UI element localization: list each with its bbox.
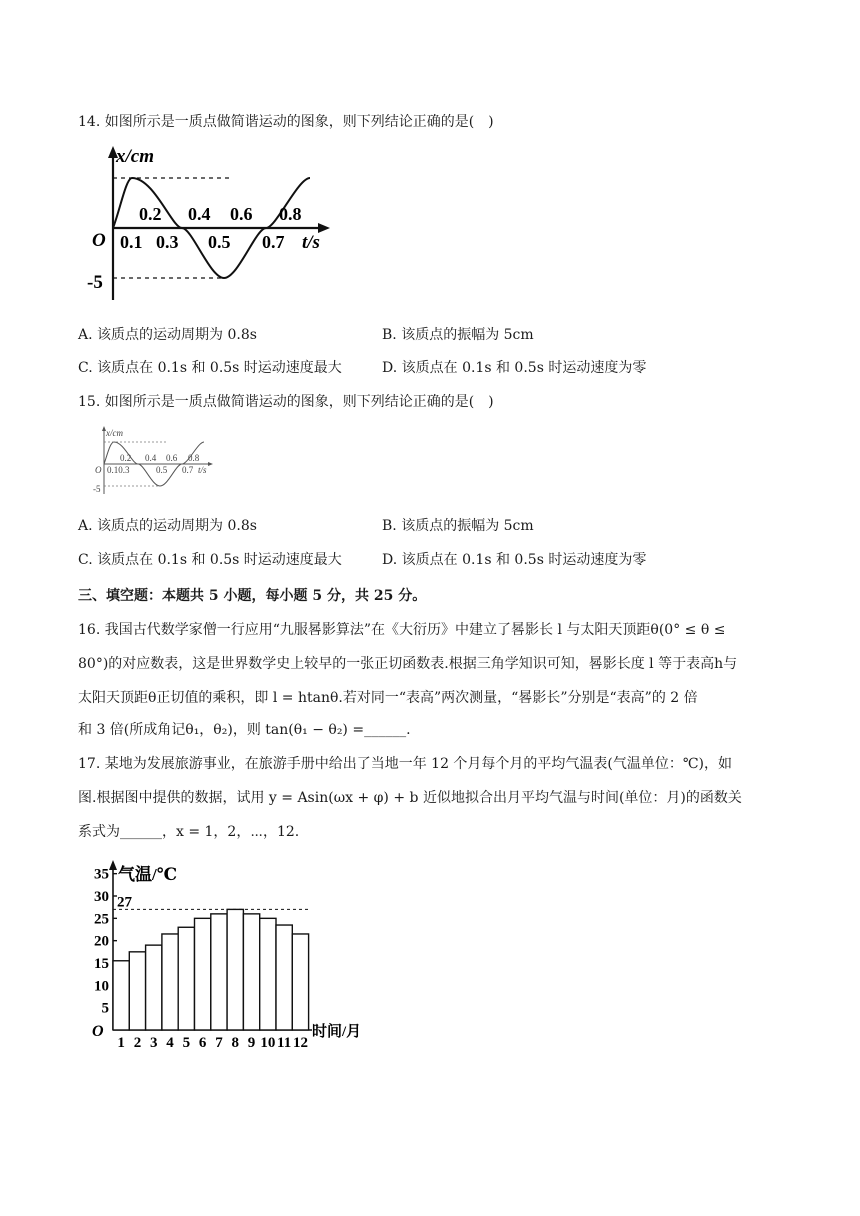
q14-option-b: B. 该质点的振幅为 5cm bbox=[382, 327, 534, 343]
q15-option-b: B. 该质点的振幅为 5cm bbox=[382, 518, 534, 534]
chart-bar bbox=[113, 961, 129, 1030]
chart-category-label: 1 bbox=[117, 1035, 125, 1051]
chart-category-label: 5 bbox=[182, 1035, 191, 1051]
q17-line-1: 17. 某地为发展旅游事业，在旅游手册中给出了当地一年 12 个月每个月的平均气温表(气温单位：℃)，如 bbox=[78, 756, 733, 772]
chart-ytick-label: 5 bbox=[101, 1000, 109, 1017]
q15-tick-0.7: 0.7 bbox=[182, 465, 194, 475]
q14-xlabel: t/s bbox=[302, 232, 320, 253]
q14-amplitude-label: -5 bbox=[87, 272, 103, 293]
chart-ytick-label: 35 bbox=[94, 866, 109, 883]
q14-tick-0.8: 0.8 bbox=[279, 204, 302, 224]
q14-ylabel: x/cm bbox=[116, 146, 154, 167]
chart-bar bbox=[178, 927, 194, 1030]
q14-figure bbox=[84, 140, 334, 305]
q14-tick-0.1: 0.1 bbox=[120, 232, 143, 252]
q15-amplitude-label: -5 bbox=[93, 484, 101, 494]
chart-origin: O bbox=[92, 1023, 104, 1040]
chart-category-label: 7 bbox=[215, 1035, 223, 1051]
chart-category-label: 3 bbox=[150, 1035, 158, 1051]
chart-category-label: 10 bbox=[260, 1035, 276, 1051]
chart-bar bbox=[227, 909, 243, 1030]
q14-option-a: A. 该质点的运动周期为 0.8s bbox=[78, 327, 257, 343]
chart-category-label: 4 bbox=[166, 1035, 174, 1051]
q15-figure bbox=[90, 424, 215, 499]
q15-option-a: A. 该质点的运动周期为 0.8s bbox=[78, 518, 257, 534]
q14-tick-0.3: 0.3 bbox=[156, 232, 179, 252]
chart-ylabel: 气温/℃ bbox=[118, 865, 178, 884]
chart-category-label: 6 bbox=[198, 1035, 207, 1051]
chart-bar bbox=[162, 934, 178, 1030]
chart-ytick-label: 15 bbox=[94, 956, 109, 972]
chart-bar bbox=[211, 914, 227, 1030]
q14-tick-0.5: 0.5 bbox=[208, 232, 231, 252]
q15-stem: 15. 如图所示是一质点做简谐运动的图象，则下列结论正确的是( ) bbox=[78, 394, 494, 410]
q17-line-2: 图.根据图中提供的数据，试用 y = Asin(ωx + φ) + b 近似地拟合出月平均气温与时间(单位：月)的函数关 bbox=[78, 790, 742, 806]
q14-stem: 14. 如图所示是一质点做简谐运动的图象，则下列结论正确的是( ) bbox=[78, 114, 494, 130]
chart-max-annotation: 27 bbox=[117, 894, 132, 911]
section-heading: 三、填空题：本题共 5 小题，每小题 5 分，共 25 分。 bbox=[78, 588, 427, 604]
q16-line-3: 太阳天顶距θ正切值的乘积，即 l = htanθ.若对同一“表高”两次测量，“晷影长”分别是“表高”的 2 倍 bbox=[78, 690, 698, 706]
q15-tick-0.2: 0.2 bbox=[120, 453, 132, 463]
chart-category-label: 11 bbox=[277, 1035, 292, 1051]
q14-tick-0.7: 0.7 bbox=[262, 232, 285, 252]
q16-line-1: 16. 我国古代数学家僧一行应用“九服晷影算法”在《大衍历》中建立了晷影长 l 与太阳天顶距θ(0° ≤ θ ≤ bbox=[78, 622, 726, 638]
chart-bar bbox=[243, 914, 259, 1030]
q15-tick-0.6: 0.6 bbox=[166, 453, 178, 463]
chart-ytick-label: 20 bbox=[94, 933, 109, 950]
chart-bar bbox=[195, 918, 211, 1030]
q15-xlabel: t/s bbox=[198, 465, 207, 475]
chart-category-label: 12 bbox=[292, 1035, 308, 1051]
q15-tick-0.8: 0.8 bbox=[188, 453, 200, 463]
chart-ytick-label: 25 bbox=[94, 911, 109, 928]
q15-option-d: D. 该质点在 0.1s 和 0.5s 时运动速度为零 bbox=[382, 552, 647, 568]
q15-tick-0.5: 0.5 bbox=[156, 465, 168, 475]
q14-origin: O bbox=[92, 230, 106, 251]
q14-tick-0.6: 0.6 bbox=[230, 204, 253, 224]
q15-tick-0.1-0.3: 0.10.3 bbox=[107, 465, 130, 475]
q14-tick-0.4: 0.4 bbox=[188, 204, 211, 224]
q14-option-d: D. 该质点在 0.1s 和 0.5s 时运动速度为零 bbox=[382, 360, 647, 376]
chart-category-label: 2 bbox=[133, 1035, 142, 1051]
q15-tick-0.4: 0.4 bbox=[145, 453, 157, 463]
chart-ytick-label: 30 bbox=[94, 889, 109, 905]
chart-xlabel: 时间/月 bbox=[312, 1024, 362, 1040]
temperature-bar-chart bbox=[84, 856, 384, 1051]
chart-category-label: 8 bbox=[231, 1035, 239, 1051]
q15-origin: O bbox=[95, 465, 102, 475]
chart-bar bbox=[292, 934, 308, 1030]
chart-bar bbox=[276, 925, 292, 1030]
q16-line-2: 80°)的对应数表，这是世界数学史上较早的一张正切函数表.根据三角学知识可知，晷影长度 l 等于表高h与 bbox=[78, 656, 738, 672]
q16-line-4: 和 3 倍(所成角记θ₁，θ₂)，则 tan(θ₁ − θ₂) =______. bbox=[78, 722, 411, 738]
q15-option-c: C. 该质点在 0.1s 和 0.5s 时运动速度最大 bbox=[78, 552, 342, 568]
chart-category-label: 9 bbox=[247, 1035, 256, 1051]
chart-bar bbox=[129, 952, 145, 1030]
chart-bar bbox=[146, 945, 162, 1030]
chart-bar bbox=[260, 918, 276, 1030]
q15-ylabel: x/cm bbox=[106, 428, 123, 438]
q14-tick-0.2: 0.2 bbox=[139, 204, 162, 224]
q14-option-c: C. 该质点在 0.1s 和 0.5s 时运动速度最大 bbox=[78, 360, 342, 376]
q17-line-3: 系式为______，x = 1，2，⋯，12. bbox=[78, 824, 300, 840]
chart-ytick-label: 10 bbox=[94, 978, 109, 995]
